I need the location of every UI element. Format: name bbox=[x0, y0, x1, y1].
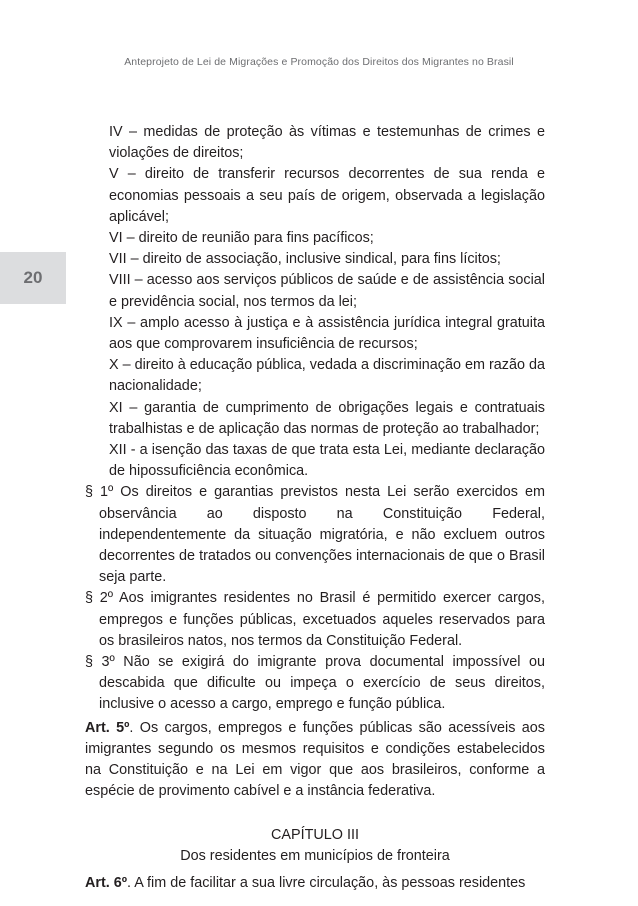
paragraph-3: § 3º Não se exigirá do imigrante prova documental impossível ou descabida que dificulte ou impeça o exercício de seus direitos, inclusive o acesso a cargo, emprego e função pública. bbox=[85, 654, 545, 713]
article-6-label: Art. 6º bbox=[85, 874, 128, 891]
page-number: 20 bbox=[23, 268, 43, 287]
chapter-heading: CAPÍTULO III bbox=[271, 826, 359, 843]
article-6 bbox=[85, 873, 545, 894]
chapter-title: Dos residentes em municípios de fronteira bbox=[180, 847, 450, 864]
paragraph-1: § 1º Os direitos e garantias previstos nesta Lei serão exercidos em observância ao disposto na Constituição Federal, independentemente da situação migratória, e não excluem outros decorrentes de tratados ou convenções internacionais de que o Brasil seja parte. bbox=[85, 484, 545, 586]
running-header: Anteprojeto de Lei de Migrações e Promoção dos Direitos dos Migrantes no Brasil bbox=[124, 56, 514, 68]
article-5-label: Art. 5º bbox=[85, 719, 130, 736]
list-item: X – direito à educação pública, vedada a discriminação em razão da nacionalidade; bbox=[109, 357, 545, 395]
list-item: XII - a isenção das taxas de que trata esta Lei, mediante declaração de hipossuficiência econômica. bbox=[109, 442, 545, 480]
paragraph-2: § 2º Aos imigrantes residentes no Brasil é permitido exercer cargos, empregos e funções públicas, excetuados aqueles reservados para os brasileiros natos, nos termos da Constituição Federal. bbox=[85, 590, 545, 649]
article-5-text: . Os cargos, empregos e funções públicas são acessíveis aos imigrantes segundo os mesmos requisitos e condições estabelecidos na Constituição e na Lei em vigor que aos brasileiros, conforme a espécie de provimento cabível e a instância federativa. bbox=[85, 719, 545, 800]
list-item: IX – amplo acesso à justiça e à assistência jurídica integral gratuita aos que comprovarem insuficiência de recursos; bbox=[109, 314, 545, 353]
list-item: VII – direito de associação, inclusive sindical, para fins lícitos; bbox=[109, 251, 501, 268]
list-item: V – direito de transferir recursos decorrentes de sua renda e economias pessoais a seu país de origem, observada a legislação aplicável; bbox=[109, 166, 545, 225]
article-6-text: . A fim de facilitar a sua livre circulação, às pessoas residentes bbox=[127, 874, 526, 891]
list-item: IV – medidas de proteção às vítimas e testemunhas de crimes e violações de direitos; bbox=[109, 124, 545, 162]
body-text bbox=[85, 122, 545, 894]
list-item: VIII – acesso aos serviços públicos de saúde e de assistência social e previdência social, nos termos da lei; bbox=[109, 272, 545, 310]
page-number-tab bbox=[0, 252, 66, 304]
article-5 bbox=[85, 718, 545, 803]
list-item: XI – garantia de cumprimento de obrigações legais e contratuais trabalhistas e de aplicação das normas de proteção ao trabalhador; bbox=[109, 399, 545, 437]
list-item: VI – direito de reunião para fins pacíficos; bbox=[109, 230, 374, 247]
